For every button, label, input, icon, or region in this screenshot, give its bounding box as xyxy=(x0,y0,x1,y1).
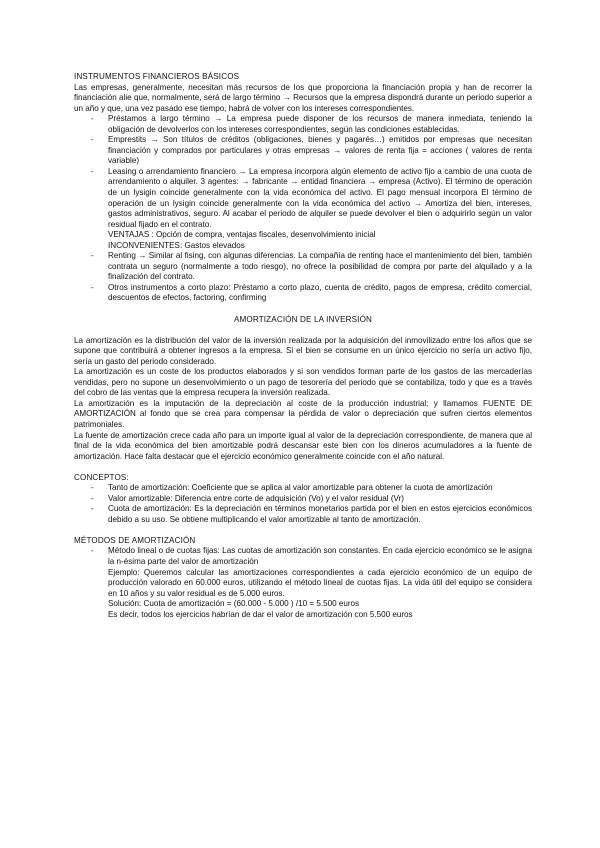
bullet-dash: - xyxy=(91,546,94,556)
list-item-text: Préstamos a largo término → La empresa puede disponer de los recursos de manera inmediata, teniendo la obligación de devolverlos con los intereses correspondientes, según las condiciones establecidas. xyxy=(108,114,532,134)
bullet-dash: - xyxy=(91,493,94,503)
bullet-dash: - xyxy=(91,504,94,514)
list-item xyxy=(74,135,532,167)
paragraph-amortizacion-3: La amortización es la imputación de la depreciación al coste de la producción industrial; y llamamos FUENTE DE AMORTIZACIÓN al fondo que se crea para compensar la pérdida de valor o depreciación que sufren ciertos elementos patrimoniales. xyxy=(74,398,532,429)
list-item-text: Emprestits → Son títulos de créditos (obligaciones, bienes y pagarés…) emitidos por empresas que necesitan financiación y comprados por particulares y otras empresas → valores de renta fija = acciones ( valores de renta variable) xyxy=(108,135,532,166)
list-item xyxy=(74,167,532,251)
bullet-dash: - xyxy=(91,135,94,145)
spacer xyxy=(74,525,532,536)
heading-metodos: MÉTODOS DE AMORTIZACIÓN xyxy=(74,535,196,545)
paragraph-intro: Las empresas, generalmente, necesitan más recursos de los que proporciona la financiación propia y han de recorrer la financiación alie que, normalmente, será de largo término → Recursos que la empresa dispondrá durante un periodo superior a un año y que, una vez pasado ese tiempo, habrá de volver con los intereses correspondientes. xyxy=(74,82,532,113)
list-item xyxy=(74,283,532,304)
bullet-dash: - xyxy=(91,251,94,261)
spacer xyxy=(74,304,532,315)
list-item-text: Valor amortizable: Diferencia entre corte de adquisición (Vo) y el valor residual (Vr) xyxy=(108,493,405,503)
list-item xyxy=(74,114,532,135)
document-body xyxy=(74,72,532,620)
list-item-text: Cuota de amortización: Es la depreciación en términos monetarios partida por el bien en estos ejercicios económicos debido a su uso. Se obtiene multiplicando el valor amortizable al tanto de amortización. xyxy=(108,504,532,524)
list-item-text: Método lineal o de cuotas fijas: Las cuotas de amortización son constantes. En cada ejercicio económico se le asigna la n-ésima parte del valor de amortización xyxy=(108,546,532,566)
list-instrumentos xyxy=(74,114,532,304)
heading-conceptos: CONCEPTOS: xyxy=(74,472,129,482)
list-item-text: Leasing o arrendamiento financiero → La empresa incorpora algún elemento de activo fijo a cambio de una cuota de arrendamiento o alquiler. 3 agentes: → fabricante → entidad financiera → empresa (Activo). El término de operación de un lysigin coincide generalmente con la vida económica del activo. El pago mensual incorpora El término de operación de un lysigin coincide generalmente con la vida económica del activo → Amortiza del bien, intereses, gastos administrativos, seguro. Al acabar el periodo de alquiler se puede devolver el bien o adquirirlo según un valor residual fijado en el contrato. xyxy=(108,166,532,229)
list-item xyxy=(74,504,532,525)
solucion-text: Solución: Cuota de amortización = (60.000 - 5.000 ) /10 = 5.500 euros xyxy=(108,599,360,609)
bullet-dash: - xyxy=(91,166,94,176)
list-item xyxy=(74,251,532,283)
list-item xyxy=(74,483,532,494)
conclusion-text: Es decir, todos los ejercicios habrían de dar el valor de amortización con 5.500 euros xyxy=(108,609,413,619)
spacer xyxy=(74,462,532,473)
heading-instrumentos: INSTRUMENTOS FINANCIEROS BÁSICOS xyxy=(74,72,240,81)
leasing-ventajas: VENTAJAS : Opción de compra, ventajas fiscales, desenvolvimiento inicial xyxy=(108,230,376,240)
bullet-dash: - xyxy=(91,282,94,292)
heading-amortizacion: AMORTIZACIÓN DE LA INVERSIÓN xyxy=(233,314,373,324)
list-item-text: Tanto de amortización: Coeficiente que se aplica al valor amortizable para obtener la cuota de amortización xyxy=(108,483,493,493)
bullet-dash: - xyxy=(91,114,94,124)
paragraph-amortizacion-2: La amortización es un coste de los productos elaborados y si son vendidos forman parte de los gastos de las mercaderías vendidas, pero no supone un desenvolvimiento o un pago de tesorería del periodo que se contabiliza, todo y que es a través del cobro de las ventas que la empresa recupera la inversión realizada. xyxy=(74,367,532,398)
list-item xyxy=(74,546,532,620)
bullet-dash: - xyxy=(91,483,94,493)
leasing-inconvenientes: INCONVENIENTES: Gastos elevados xyxy=(108,240,245,250)
list-item-text: Otros instrumentos a corto plazo: Préstamo a corto plazo, cuenta de crédito, pagos de empresa, crédito comercial, descuentos de efectos, factoring, confirming xyxy=(108,282,532,303)
list-metodos xyxy=(74,546,532,620)
list-item xyxy=(74,494,532,505)
list-item-text: Renting → Similar al fising, con algunas diferencias. La compañía de renting hace el mantenimiento del bien, también contrata un seguro (normalmente a todo riesgo), no ofrece la posibilidad de compra por parte del alquilado y a la finalización del contrato. xyxy=(108,251,532,282)
paragraph-amortizacion-1: La amortización es la distribución del valor de la inversión realizada por la adquisición del inmovilizado entre los años que se supone que contribuirá a obtener ingresos a la empresa. Si el bien se consume en un único ejercicio no sería un activo fijo, sería un gasto del periodo considerado. xyxy=(74,335,532,366)
ejemplo-text: Ejemplo: Queremos calcular las amortizaciones correspondientes a cada ejercicio económico de un equipo de producción valorado en 60.000 euros, utilizando el método lineal de cuotas fijas. La vida útil del equipo se considera en 10 años y su valor residual es de 5.000 euros. xyxy=(108,567,532,598)
list-conceptos xyxy=(74,483,532,525)
spacer xyxy=(74,325,532,336)
paragraph-amortizacion-4: La fuente de amortización crece cada año para un importe igual al valor de la depreciación correspondiente, de manera que al final de la vida económica del bien amortizable podrá descansar este bien con los dineros acumuladores a la fuente de amortización. Hace falta destacar que el ejercicio económico generalmente coincide con el año natural. xyxy=(74,430,532,461)
